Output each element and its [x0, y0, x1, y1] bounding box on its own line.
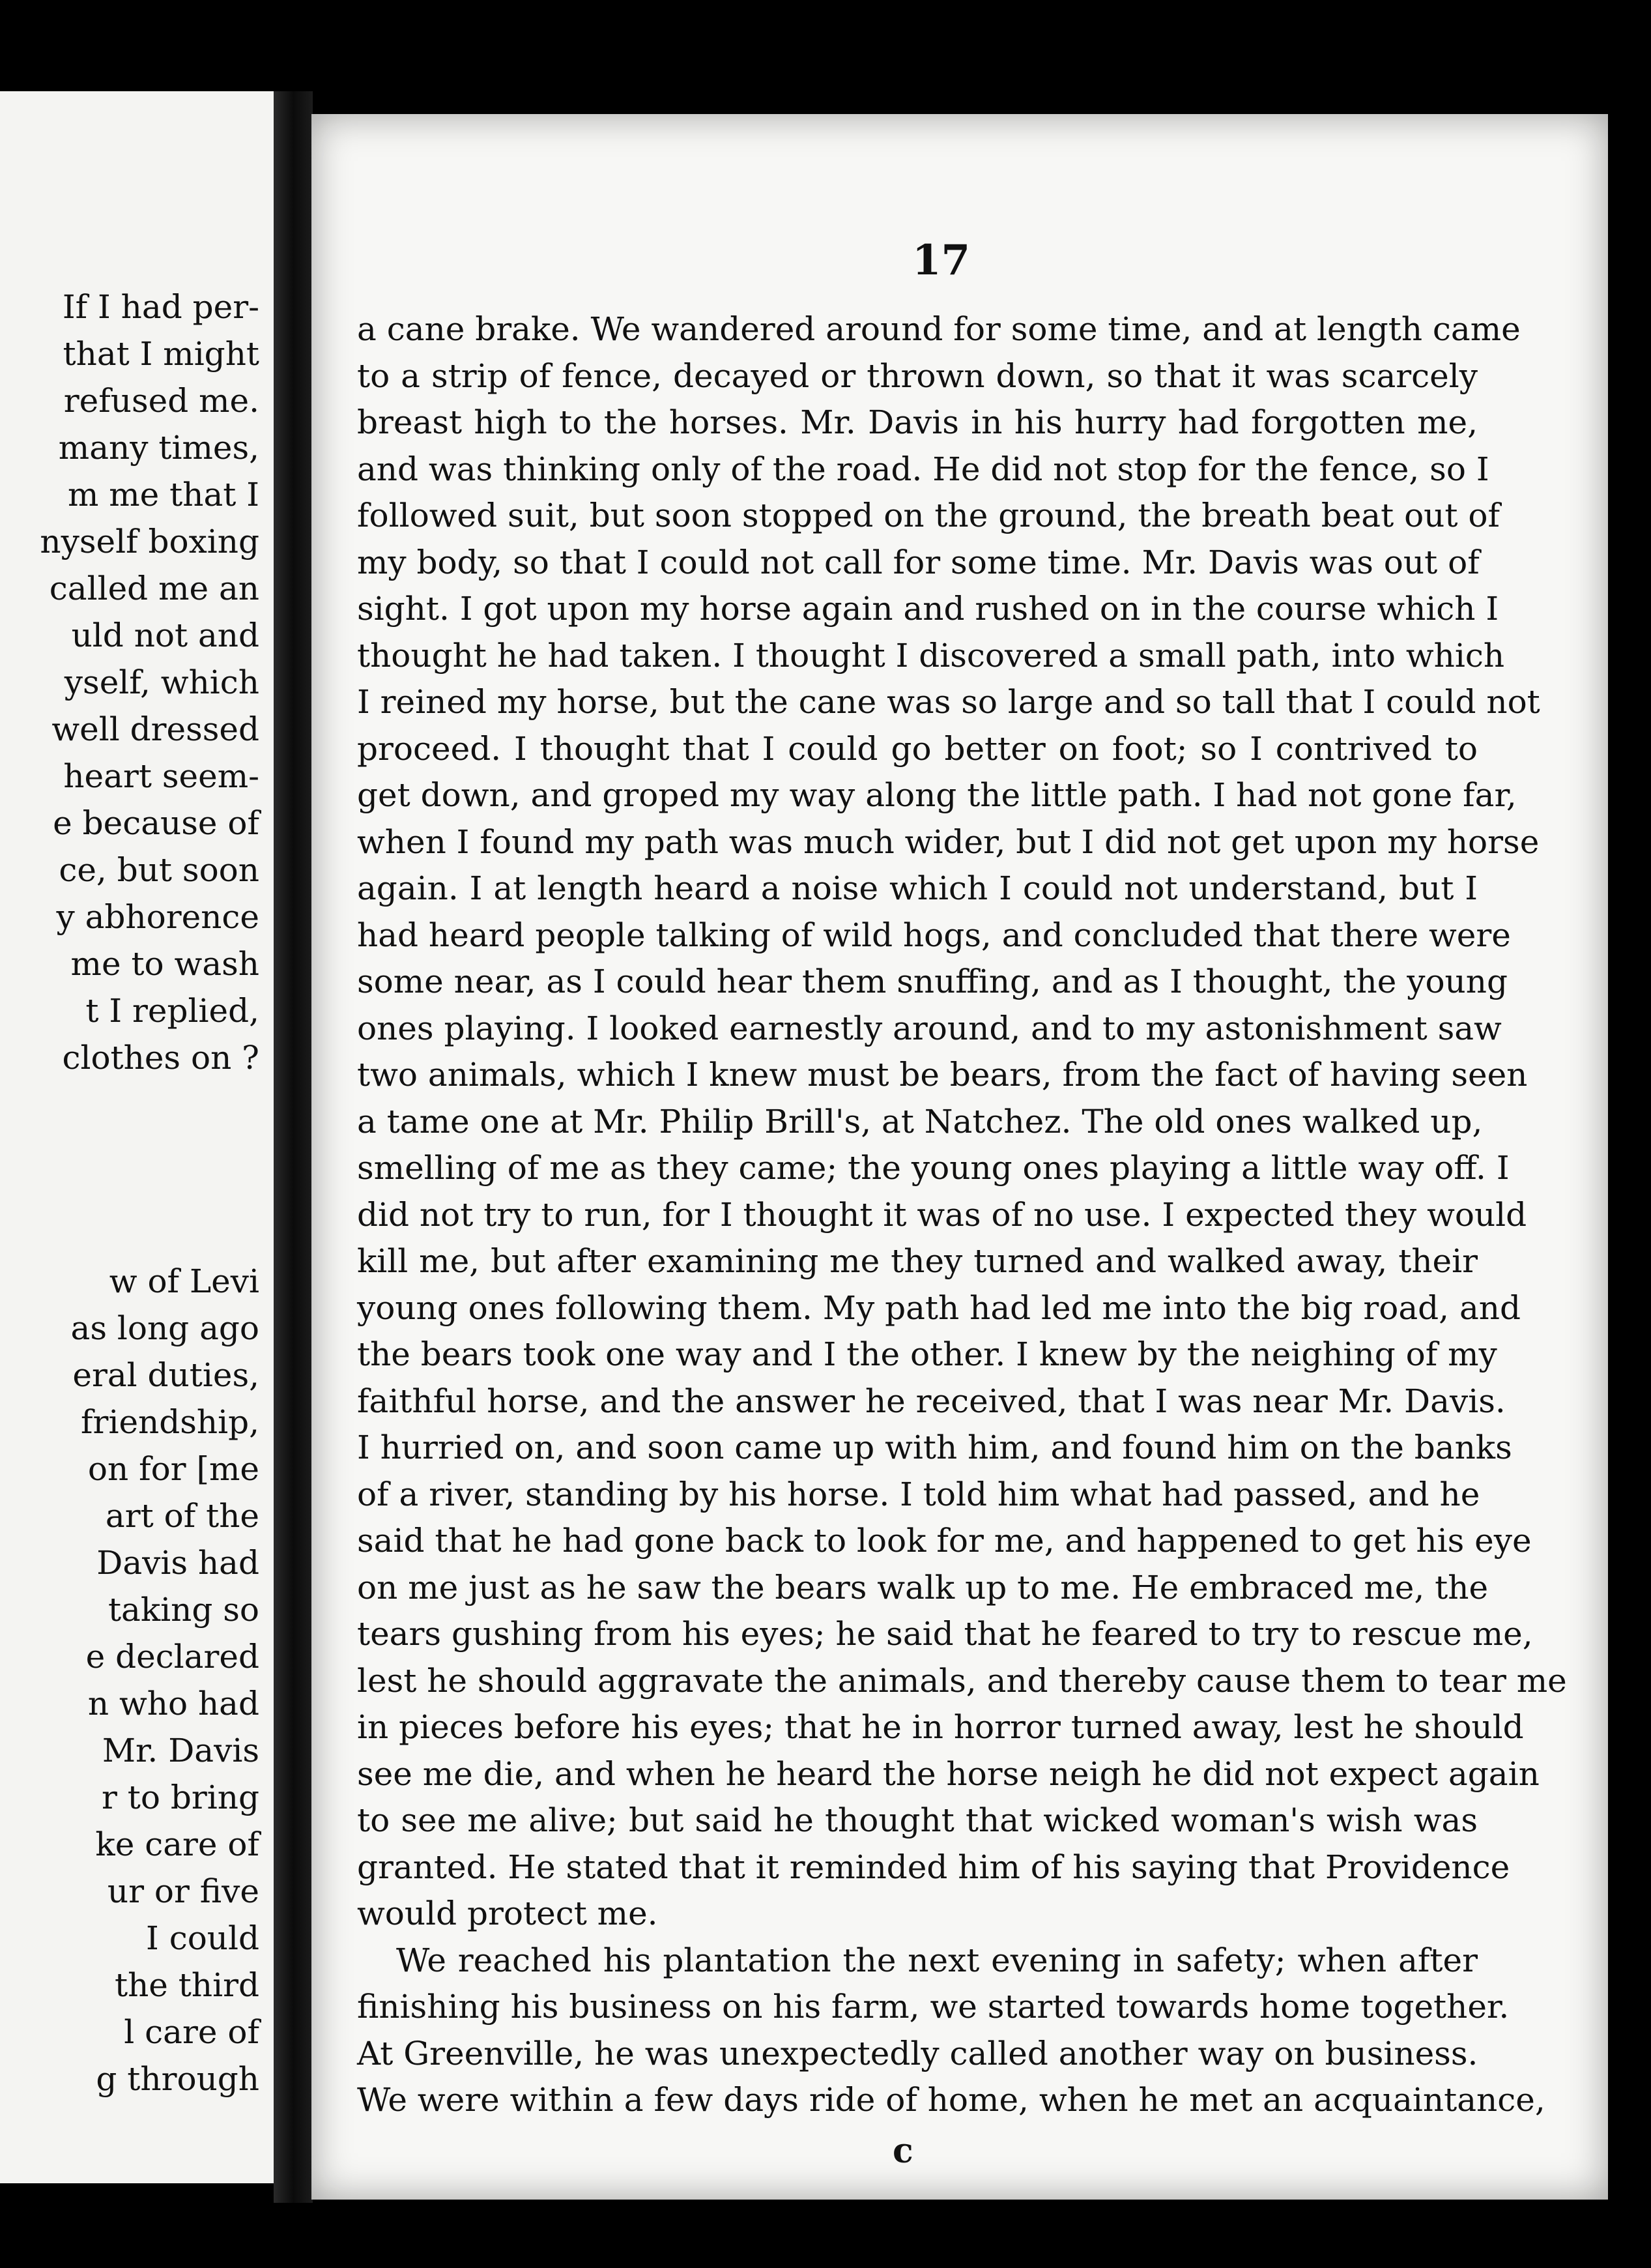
text-line: smelling of me as they came; the young ones playing a little way off. I [357, 1149, 1510, 1187]
text-line: the bears took one way and I the other. I knew by the neighing of my [357, 1335, 1497, 1373]
text-line: get down, and groped my way along the little path. I had not gone far, [357, 776, 1517, 814]
left-line: me to wash [70, 945, 259, 983]
text-line: had heard people talking of wild hogs, and concluded that there were [357, 916, 1511, 954]
text-line: to see me alive; but said he thought that wicked woman's wish was [357, 1801, 1478, 1839]
text-line: We were within a few days ride of home, when he met an acquaintance, [357, 2081, 1545, 2119]
text-line: two animals, which I knew must be bears, from the fact of having seen [357, 1056, 1528, 1094]
text-line: see me die, and when he heard the horse neigh he did not expect again [357, 1754, 1540, 1793]
left-line: m me that I [67, 476, 259, 514]
text-line: would protect me. [357, 1895, 658, 1932]
text-line: sight. I got upon my horse again and rushed on in the course which I [357, 590, 1499, 628]
left-facing-page [0, 91, 278, 2183]
text-line: of a river, standing by his horse. I told him what had passed, and he [357, 1475, 1480, 1513]
left-line: the third [115, 1966, 259, 2004]
text-line: lest he should aggravate the animals, and thereby cause them to tear me [357, 1661, 1567, 1700]
left-text-block-bottom [71, 1258, 259, 2102]
text-line: my body, so that I could not call for some time. Mr. Davis was out of [357, 543, 1480, 581]
text-line: I hurried on, and soon came up with him, and found him on the banks [357, 1429, 1512, 1466]
left-line: yself, which [64, 663, 259, 701]
left-line: ke care of [95, 1825, 259, 1863]
text-line: granted. He stated that it reminded him of his saying that Providence [357, 1848, 1510, 1886]
left-line: w of Levi [109, 1262, 259, 1300]
left-line: e declared [85, 1638, 259, 1676]
left-line: I could [146, 1919, 259, 1957]
text-line: and was thinking only of the road. He did not stop for the fence, so I [357, 450, 1489, 488]
left-line: g through [96, 2060, 259, 2098]
text-line: faithful horse, and the answer he received, that I was near Mr. Davis. [357, 1382, 1506, 1420]
left-line: Mr. Davis [102, 1732, 259, 1769]
left-line: t I replied, [85, 992, 259, 1030]
text-line: thought he had taken. I thought I discovered a small path, into which [357, 636, 1505, 675]
left-line: friendship, [81, 1403, 259, 1441]
text-line: did not try to run, for I thought it was of no use. I expected they would [357, 1195, 1527, 1234]
left-line: e because of [53, 804, 259, 842]
left-line: nyself boxing [40, 523, 259, 560]
left-line: called me an [49, 570, 259, 607]
left-line: n who had [87, 1685, 259, 1723]
left-line: r to bring [102, 1779, 259, 1816]
left-line: ur or five [107, 1872, 259, 1910]
left-line: l care of [124, 2013, 259, 2051]
left-line: heart seem- [63, 757, 259, 795]
text-line: breast high to the horses. Mr. Davis in his hurry had forgotten me, [357, 403, 1478, 441]
text-line: to a strip of fence, decayed or thrown down, so that it was scarcely [357, 356, 1478, 395]
left-line: well dressed [51, 710, 259, 748]
text-line: I reined my horse, but the cane was so large and so tall that I could not [357, 683, 1540, 721]
left-line: uld not and [71, 617, 259, 654]
text-line: young ones following them. My path had led me into the big road, and [357, 1288, 1521, 1327]
page-number: 17 [912, 236, 971, 285]
left-line: eral duties, [72, 1356, 259, 1394]
text-line: followed suit, but soon stopped on the ground, the breath beat out of [357, 497, 1500, 534]
left-line: taking so [108, 1591, 259, 1629]
text-line: on me just as he saw the bears walk up to me. He embraced me, the [357, 1568, 1489, 1606]
text-line: some near, as I could hear them snuffing, and as I thought, the young [357, 963, 1508, 1000]
text-line: kill me, but after examining me they turned and walked away, their [357, 1242, 1478, 1280]
page-body-text [357, 306, 1567, 2124]
text-line: ones playing. I looked earnestly around, and to my astonishment saw [357, 1009, 1502, 1047]
text-line: again. I at length heard a noise which I could not understand, but I [357, 869, 1478, 907]
text-line: tears gushing from his eyes; he said that he feared to try to rescue me, [357, 1615, 1533, 1653]
text-line: when I found my path was much wider, but I did not get upon my horse [357, 822, 1540, 861]
paragraph-1 [357, 306, 1567, 1938]
text-line: said that he had gone back to look for me, and happened to get his eye [357, 1522, 1532, 1560]
left-line: y abhorence [56, 898, 259, 936]
left-line: Davis had [96, 1544, 259, 1582]
book-gutter [274, 91, 313, 2203]
text-line: At Greenville, he was unexpectedly called another way on business. [357, 2034, 1478, 2072]
left-line: ce, but soon [59, 851, 259, 889]
paragraph-2 [357, 1938, 1545, 2124]
text-line: in pieces before his eyes; that he in horror turned away, lest he should [357, 1708, 1524, 1746]
left-line: on for [me [87, 1450, 259, 1488]
left-text-block-top [40, 284, 259, 1081]
signature-mark: c [893, 2131, 913, 2171]
text-line: proceed. I thought that I could go better on foot; so I contrived to [357, 729, 1478, 768]
text-line: a cane brake. We wandered around for some time, and at length came [357, 310, 1521, 348]
text-line: a tame one at Mr. Philip Brill's, at Natchez. The old ones walked up, [357, 1102, 1483, 1141]
text-line: We reached his plantation the next evening in safety; when after [396, 1941, 1478, 1979]
left-line: clothes on ? [62, 1039, 259, 1077]
left-line: that I might [63, 335, 259, 373]
text-line: finishing his business on his farm, we started towards home together. [357, 1988, 1510, 2026]
left-line: many times, [58, 429, 259, 467]
left-line: as long ago [70, 1309, 259, 1347]
left-line: If I had per- [62, 288, 259, 326]
left-line: art of the [105, 1497, 259, 1535]
left-line: refused me. [63, 382, 259, 420]
